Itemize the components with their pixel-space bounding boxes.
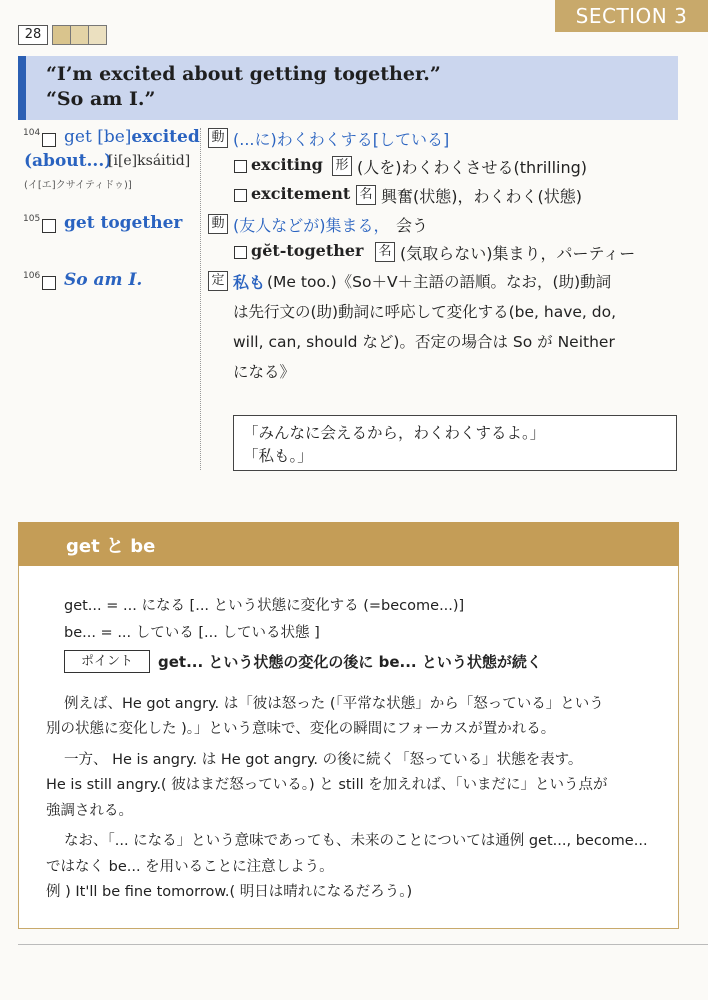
column-paragraph: なお、「... になる」という意味であっても、未来のことについては通例 get..., become... <box>64 833 648 849</box>
dialogue-line-2: “So am I.” <box>46 88 156 110</box>
bottom-rule <box>18 944 708 945</box>
column-paragraph: 一方、 He is angry. は He got angry. の後に続く「怒っている」状態を表す。 <box>64 752 583 768</box>
sub-checkbox[interactable] <box>234 160 247 173</box>
definition-note: (Me too.)《So＋V＋主語の語順。なお，(助)動詞 <box>267 273 612 291</box>
point-badge: ポイント <box>64 650 150 673</box>
column-line: get... = ... になる [... という状態に変化する (=become...)] <box>64 598 465 614</box>
headword-part: get <box>64 127 92 147</box>
pos-tag: 形 <box>332 156 352 176</box>
headword: So am I. <box>64 270 143 290</box>
definition: (...に)わくわくする[している] <box>233 130 450 149</box>
headword-line2: (about...) <box>24 151 113 171</box>
sub-word: gĕt-together <box>251 241 364 260</box>
column-divider <box>200 128 201 470</box>
column-paragraph: 例えば、He got angry. は「彼は怒った (「平常な状態」から「怒っている」という <box>64 696 604 712</box>
definition-note: は先行文の(助)動詞に呼応して変化する(be, have, do, <box>233 303 617 321</box>
example-line: 「私も。」 <box>243 447 313 465</box>
definition-note: になる》 <box>233 363 296 381</box>
column-line: be... = ... している [... している状態 ] <box>64 625 320 641</box>
pronunciation-kana: (イ[エ]クサイティドゥ)] <box>24 180 132 191</box>
definition-note: will, can, should など)。否定の場合は So が Neither <box>233 333 615 351</box>
point-text: get... という状態の変化の後に be... という状態が続く <box>158 653 542 671</box>
sub-word: exciting <box>251 155 323 174</box>
pos-tag: 名 <box>375 242 395 262</box>
definition: (友人などが)集まる， <box>233 216 390 235</box>
section-label: SECTION 3 <box>555 0 708 32</box>
column-paragraph: ではなく be... を用いることに注意しよう。 <box>46 859 334 875</box>
sub-meaning: (人を)わくわくさせる(thrilling) <box>357 158 588 177</box>
headword: get together <box>64 213 183 233</box>
entry-number: 106 <box>23 271 41 281</box>
definition: 私も <box>233 273 266 292</box>
progress-box <box>88 25 107 45</box>
sub-word: excitement <box>251 184 351 203</box>
pronunciation: [i[e]ksáitid] <box>108 153 191 169</box>
progress-box <box>70 25 89 45</box>
column-paragraph: 別の状態に変化した )。」という意味で、変化の瞬間にフォーカスが置かれる。 <box>46 721 556 737</box>
pos-tag: 定 <box>208 271 228 291</box>
headword-alt: [be] <box>97 127 132 147</box>
study-checkbox[interactable] <box>42 219 56 233</box>
study-checkbox[interactable] <box>42 276 56 290</box>
column-paragraph: 例 ) It'll be fine tomorrow.( 明日は晴れになるだろう。) <box>46 884 413 900</box>
example-line: 「みんなに会えるから，わくわくするよ。」 <box>243 424 546 442</box>
sub-meaning: 興奮(状態)，わくわく(状態) <box>381 187 582 206</box>
page-number: 28 <box>18 25 48 45</box>
column-paragraph: He is still angry.( 彼はまだ怒っている。) と still を加えれば、「いまだに」という点が <box>46 777 608 793</box>
definition-extra: 会う <box>396 216 429 235</box>
entry-number: 105 <box>23 214 41 224</box>
headword <box>64 127 200 147</box>
sub-meaning: (気取らない)集まり，パーティー <box>400 244 636 263</box>
study-checkbox[interactable] <box>42 133 56 147</box>
column-title: get と be <box>66 536 156 557</box>
sub-checkbox[interactable] <box>234 246 247 259</box>
headword-part: excited <box>131 127 200 147</box>
sub-checkbox[interactable] <box>234 189 247 202</box>
progress-box <box>52 25 71 45</box>
dialogue-line-1: “I’m excited about getting together.” <box>46 63 441 85</box>
pos-tag: 名 <box>356 185 376 205</box>
pos-tag: 動 <box>208 128 228 148</box>
entry-number: 104 <box>23 128 41 138</box>
column-paragraph: 強調される。 <box>46 803 133 819</box>
pos-tag: 動 <box>208 214 228 234</box>
